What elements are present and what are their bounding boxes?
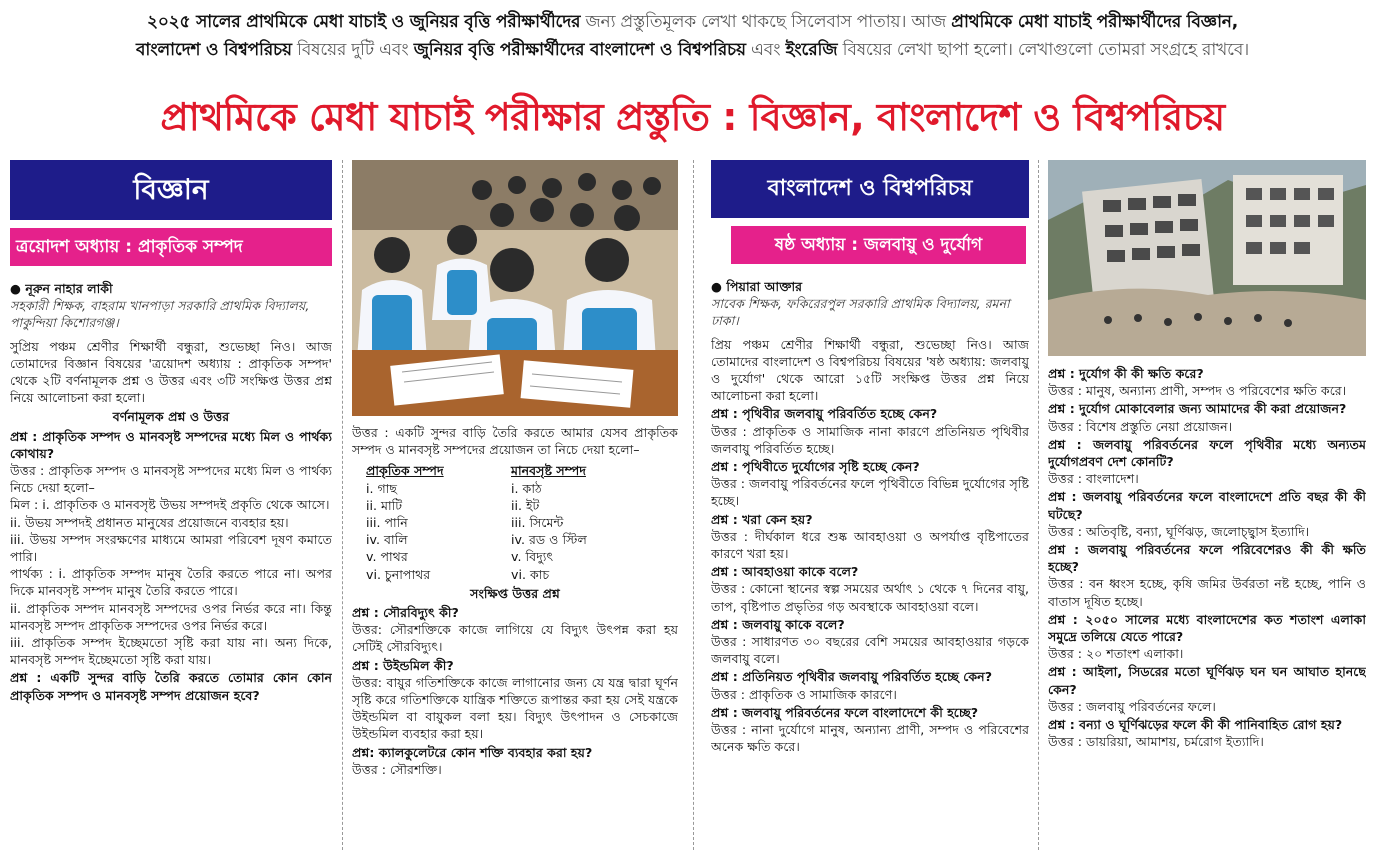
bd-answer: উত্তর : ডায়রিয়া, আমাশয়, চর্মরোগ ইত্যাদি। [1048,734,1264,750]
man-made-resource-item: iii. সিমেন্ট [511,515,564,531]
bangladesh-author: ● পিয়ারা আক্তার [711,279,803,294]
column-divider [1038,160,1039,850]
bd-answer: উত্তর : জলবায়ু পরিবর্তনের ফলে। [1048,698,1216,714]
bd-answer: উত্তর : অতিবৃষ্টি, বন্যা, ঘূর্ণিঝড়, জলোচ্ছ্বাস ইত্যাদি। [1048,523,1310,539]
bangladesh-column-continued [1048,160,1366,852]
earthquake-illustration [1048,160,1366,356]
short-answer-heading: সংক্ষিপ্ত উত্তর প্রশ্ন [470,585,560,601]
bd-question: প্রশ্ন : ২০৫০ সালের মধ্যে বাংলাদেশের কত শতাংশ এলাকা সমুদ্রে তলিয়ে যেতে পারে? [1048,611,1366,645]
natural-resource-item: i. গাছ [366,480,398,496]
bd-question: প্রশ্ন : জলবায়ু পরিবর্তনের ফলে পরিবেশেরও কী কী ক্ষতি হচ্ছে? [1048,542,1366,575]
natural-resource-list [366,462,511,582]
bd-answer: উত্তর : নানা দুর্যোগে মানুষ, অন্যান্য প্রাণী, সম্পদ ও পরিবেশের অনেক ক্ষতি করে। [711,722,1029,755]
short-answer-2: উত্তর: বায়ুর গতিশক্তিকে কাজে লাগানোর জন্য যে যন্ত্র দ্বারা ঘূর্ণন সৃষ্টি করে গতিশক্তিকে যান্ত্রিক শক্তিতে রূপান্তর করা হয় সেই যন্ত্রকে উইন্ডমিল বা বায়ুকল বলা হয়। বিদ্যুৎ উৎপাদন ও সেচকাজে উইন্ডমিল ব্যবহার করা হয়। [352,674,678,742]
science-difference-1: পার্থক্য : i. প্রাকৃতিক সম্পদ মানুষ তৈরি করতে পারে না। অপর দিকে মানবসৃষ্ট সম্পদ মানুষ তৈরি করতে পারে। [10,566,332,599]
bd-question: প্রশ্ন : প্রতিনিয়ত পৃথিবীর জলবায়ু পরিবর্তিত হচ্ছে কেন? [711,669,993,685]
intro-line2-b: বিষয়ের দুটি এবং [291,40,414,60]
natural-resource-heading: প্রাকৃতিক সম্পদ [366,463,444,479]
science-difference-2: ii. প্রাকৃতিক সম্পদ মানবসৃষ্ট সম্পদের ওপর নির্ভর করে না। কিন্তু মানবসৃষ্ট সম্পদ প্রাকৃতিক সম্পদের ওপর নির্ভর করে। [10,600,332,633]
column-divider [342,160,343,850]
short-question-1: প্রশ্ন : সৌরবিদ্যুৎ কী? [352,605,459,621]
short-answer-1: উত্তর: সৌরশক্তিকে কাজে লাগিয়ে যে বিদ্যুৎ উৎপন্ন করা হয় সেটিই সৌরবিদ্যুৎ। [352,622,678,655]
bangladesh-chapter-band: ষষ্ঠ অধ্যায় : জলবায়ু ও দুর্যোগ [731,226,1026,264]
bd-question: প্রশ্ন : জলবায়ু পরিবর্তনের ফলে পৃথিবীর মধ্যে অন্যতম দুর্যোগপ্রবণ দেশ কোনটি? [1048,436,1366,470]
natural-resource-item: iv. বালি [366,532,408,548]
science-title: বিজ্ঞান [10,160,332,220]
man-made-resource-item: v. বিদ্যুৎ [511,549,554,565]
classroom-illustration [352,160,678,416]
science-author: ● নূরুন নাহার লাকী [10,281,113,296]
science-intro: সুপ্রিয় পঞ্চম শ্রেণীর শিক্ষার্থী বন্ধুরা, শুভেচ্ছা নিও। আজ তোমাদের বিজ্ঞান বিষয়ের 'ত্রয়োদশ অধ্যায় : প্রাকৃতিক সম্পদ' থেকে ২টি বর্ণনামূলক প্রশ্ন ও উত্তর এবং ৩টি সংক্ষিপ্ত উত্তর প্রশ্ন নিয়ে আলোচনা করা হলো। [10,338,332,406]
man-made-resource-item: i. কাঠ [511,480,542,496]
bangladesh-author-role: সাবেক শিক্ষক, ফকিরেরপুল সরকারি প্রাথমিক বিদ্যালয়, রমনা ঢাকা। [711,296,1010,329]
bd-answer: উত্তর : জলবায়ু পরিবর্তনের ফলে পৃথিবীতে বিভিন্ন দুর্যোগের সৃষ্টি হচ্ছে। [711,476,1029,509]
bd-answer: উত্তর : মানুষ, অন্যান্য প্রাণী, সম্পদ ও পরিবেশের ক্ষতি করে। [1048,383,1347,399]
collapsed-building-photo [1048,160,1366,356]
short-question-2: প্রশ্ন : উইন্ডমিল কী? [352,657,454,673]
intro-line1-a: ২০২৫ সালের প্রাথমিকে মেধা যাচাই ও জুনিয়র বৃত্তি পরীক্ষার্থীদের [146,12,581,32]
intro-line2-c: জুনিয়র বৃত্তি পরীক্ষার্থীদের বাংলাদেশ ও বিশ্বপরিচয় [413,40,746,60]
natural-resource-item: v. পাথর [366,549,408,565]
bd-question: প্রশ্ন : জলবায়ু পরিবর্তনের ফলে বাংলাদেশে কী হচ্ছে? [711,704,979,720]
page-headline: প্রাথমিকে মেধা যাচাই পরীক্ষার প্রস্তুতি : বিজ্ঞান, বাংলাদেশ ও বিশ্বপরিচয় [160,95,1225,139]
bd-question: প্রশ্ন : আবহাওয়া কাকে বলে? [711,564,859,580]
science-author-role: সহকারী শিক্ষক, বাহরাম খানপাড়া সরকারি প্রাথমিক বিদ্যালয়, পাকুন্দিয়া কিশোরগঞ্জ। [10,298,310,331]
bd-answer: উত্তর : বিশেষ প্রস্তুতি নেয়া প্রয়োজন। [1048,418,1233,434]
intro-line1-c: প্রাথমিকে মেধা যাচাই পরীক্ষার্থীদের বিজ্ঞান, [951,12,1239,32]
science-similarity-1: মিল : i. প্রাকৃতিক ও মানবসৃষ্ট উভয় সম্পদই প্রকৃতি থেকে আসে। [10,497,330,513]
bd-answer: উত্তর : প্রাকৃতিক ও সামাজিক নানা কারণে প্রতিনিয়ত পৃথিবীর জলবায়ু পরিবর্তিত হচ্ছে। [711,423,1029,456]
science-similarity-3: iii. উভয় সম্পদ সংরক্ষণের মাধ্যমে আমরা পরিবেশ দূষণ কমাতে পারি। [10,531,332,565]
natural-resource-item: vi. চুনাপাথর [366,566,431,582]
bd-question: প্রশ্ন : পৃথিবীতে দুর্যোগের সৃষ্টি হচ্ছে কেন? [711,459,920,475]
short-question-3: প্রশ্ন: ক্যালকুলেটরে কোন শক্তি ব্যবহার করা হয়? [352,744,593,760]
bd-question: প্রশ্ন : দুর্যোগ কী কী ক্ষতি করে? [1048,366,1204,381]
bd-answer: উত্তর : প্রাকৃতিক ও সামাজিক কারণে। [711,686,897,702]
man-made-resource-list [511,462,656,582]
intro-line2-f: বিষয়ের লেখা ছাপা হলো। লেখাগুলো তোমরা সংগ্রহে রাখবে। [837,40,1250,60]
bangladesh-title: বাংলাদেশ ও বিশ্বপরিচয় [711,160,1029,218]
bd-question: প্রশ্ন : দুর্যোগ মোকাবেলার জন্য আমাদের কী করা প্রয়োজন? [1048,401,1347,417]
intro-line1-b: জন্য প্রস্তুতিমূলক লেখা থাকছে সিলেবাস পাতায়। আজ [580,12,952,32]
bangladesh-column [711,160,1029,852]
science-answer-1: উত্তর : প্রাকৃতিক সম্পদ ও মানবসৃষ্ট সম্পদের মধ্যে মিল ও পার্থক্য নিচে দেয়া হলো– [10,463,332,496]
resource-lists [366,462,678,582]
science-answer-2: উত্তর : একটি সুন্দর বাড়ি তৈরি করতে আমার যেসব প্রাকৃতিক সম্পদ ও মানবসৃষ্ট সম্পদের প্রয়োজন তা নিচে দেয়া হলো– [352,425,678,458]
bd-answer: উত্তর : কোনো স্থানের স্বল্প সময়ের অর্থাৎ ১ থেকে ৭ দিনের বায়ু, তাপ, বৃষ্টিপাত প্রভৃতির গড় অবস্থাকে আবহাওয়া বলে। [711,581,1029,614]
science-question-2: প্রশ্ন : একটি সুন্দর বাড়ি তৈরি করতে তোমার কোন কোন প্রাকৃতিক সম্পদ ও মানবসৃষ্ট সম্পদ প্রয়োজন হবে? [10,670,332,703]
man-made-resource-heading: মানবসৃষ্ট সম্পদ [511,463,586,479]
man-made-resource-item: ii. ইট [511,497,540,513]
bd-question: প্রশ্ন : জলবায়ু কাকে বলে? [711,616,845,632]
natural-resource-item: iii. পানি [366,515,408,531]
man-made-resource-item: iv. রড ও স্টিল [511,532,587,548]
column-divider [693,160,694,850]
intro-line2-d: এবং [745,40,786,60]
bangladesh-intro: প্রিয় পঞ্চম শ্রেণীর শিক্ষার্থী বন্ধুরা, শুভেচ্ছা নিও। আজ তোমাদের বাংলাদেশ ও বিশ্বপরিচয় বিষয়ের 'ষষ্ঠ অধ্যায়: জলবায়ু ও দুর্যোগ' থেকে আরো ১৫টি সংক্ষিপ্ত উত্তর প্রশ্ন নিয়ে আলোচনা করা হলো। [711,336,1029,404]
bd-answer: উত্তর : সাধারণত ৩০ বছরের বেশি সময়ের আবহাওয়ার গড়কে জলবায়ু বলে। [711,634,1029,667]
intro-line2-a: বাংলাদেশ ও বিশ্বপরিচয় [135,40,292,60]
natural-resource-item: ii. মাটি [366,497,403,513]
man-made-resource-item: vi. কাচ [511,566,550,582]
intro-line2-e: ইংরেজি [785,40,838,60]
science-section-heading: বর্ণনামূলক প্রশ্ন ও উত্তর [112,409,230,425]
science-question-1: প্রশ্ন : প্রাকৃতিক সম্পদ ও মানবসৃষ্ট সম্পদের মধ্যে মিল ও পার্থক্য কোথায়? [10,428,332,461]
science-similarity-2: ii. উভয় সম্পদই প্রধানত মানুষের প্রয়োজনে ব্যবহার হয়। [10,514,289,530]
science-column [10,160,332,852]
bd-question: প্রশ্ন : জলবায়ু পরিবর্তনের ফলে বাংলাদেশে প্রতি বছর কী কী ঘটছে? [1048,489,1366,522]
short-answer-3: উত্তর : সৌরশক্তি। [352,761,442,777]
students-classroom-photo [352,160,678,416]
science-column-continued [352,160,678,852]
bd-question: প্রশ্ন : পৃথিবীর জলবায়ু পরিবর্তিত হচ্ছে কেন? [711,406,938,422]
bd-answer: উত্তর : বন ধ্বংস হচ্ছে, কৃষি জমির উর্বরতা নষ্ট হচ্ছে, পানি ও বাতাস দূষিত হচ্ছে। [1048,576,1366,609]
intro-notice [8,8,1377,64]
science-chapter-band: ত্রয়োদশ অধ্যায় : প্রাকৃতিক সম্পদ [10,228,332,266]
bd-question: প্রশ্ন : আইলা, সিডরের মতো ঘূর্ণিঝড় ঘন ঘন আঘাত হানছে কেন? [1048,664,1366,697]
bd-question: প্রশ্ন : খরা কেন হয়? [711,511,813,527]
bd-answer: উত্তর : বাংলাদেশ। [1048,471,1139,487]
science-difference-3: iii. প্রাকৃতিক সম্পদ ইচ্ছেমতো সৃষ্টি করা যায় না। অন্য দিকে, মানবসৃষ্ট সম্পদ ইচ্ছেমতো সৃষ্টি করা যায়। [10,635,332,668]
bd-answer: উত্তর : ২০ শতাংশ এলাকা। [1048,646,1184,662]
bd-answer: উত্তর : দীর্ঘকাল ধরে শুষ্ক আবহাওয়া ও অপর্যাপ্ত বৃষ্টিপাতের কারণে খরা হয়। [711,528,1029,562]
bd-question: প্রশ্ন : বন্যা ও ঘূর্ণিঝড়ের ফলে কী কী পানিবাহিত রোগ হয়? [1048,717,1343,733]
